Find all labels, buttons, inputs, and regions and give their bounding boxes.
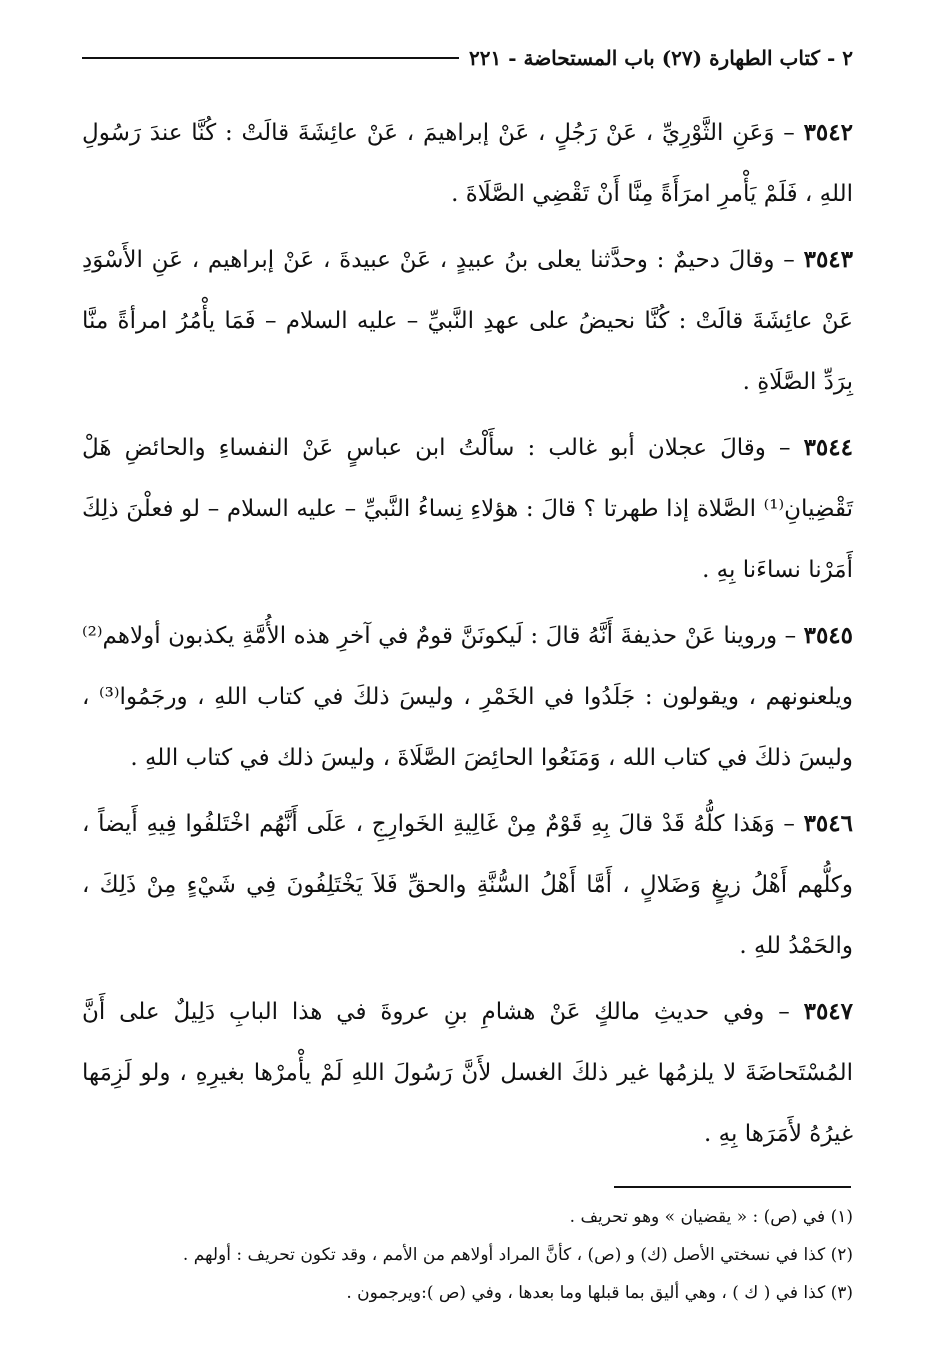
paragraph-number: ٣٥٤٢ — [803, 119, 853, 146]
paragraph-number: ٣٥٤٥ — [803, 622, 854, 649]
paragraph-number: ٣٥٤٦ — [803, 810, 853, 837]
paragraph-number: ٣٥٤٣ — [803, 246, 854, 273]
paragraph-text: – وقالَ دحيمٌ : وحدَّثنا يعلى بنُ عبيدٍ ، عَنْ عبيدةَ ، عَنْ إبراهيم ، عَنِ الأَسْوَدِ عَنْ عائِشَةَ قالَتْ : كُنَّا نحيضُ على عهدِ النَّبيِّ – عليه السلام – فَمَا يأْمُرُ امرأةً منَّا بِرَدِّ الصَّلَاةِ . — [82, 247, 853, 395]
page-header — [82, 46, 853, 70]
footnotes — [82, 1198, 853, 1312]
header-rule — [82, 57, 459, 59]
paragraph — [82, 417, 853, 601]
paragraph-text: – وقالَ عجلان أبو غالب : سأَلْتُ ابن عباسٍ عَنْ النفساءِ والحائضِ هَلْ تَقْضِيانِ⁽¹⁾ الصَّلاة إذا طهرتا ؟ قالَ : هؤلاءِ نِساءُ النَّبيِّ – عليه السلام – لو فعلْنَ ذلِكَ أَمَرْنا نساءَنا بِهِ . — [82, 435, 853, 583]
paragraph-number: ٣٥٤٤ — [803, 434, 853, 461]
footnote: (٢) كذا في نسختي الأصل (ك) و (ص) ، كأنَّ المراد أولاهم من الأمم ، وقد تكون تحريف : أولهم . — [182, 1245, 853, 1265]
paragraph-text: – وَهَذا كلُّهُ قَدْ قالَ بِهِ قَوْمٌ مِنْ غَالِيةِ الخَوارِجِ ، عَلَى أَنَّهُم اخْتَلفُوا فِيهِ أَيضاً ، وكلُّهم أَهْلُ زيغٍ وَضَلالٍ ، أَمَّا أَهْلُ السُّنَّةِ والحقِّ فَلاَ يَخْتَلِفُونَ فِي شَيْءٍ مِنْ ذَلِكَ ، والحَمْدُ للهِ . — [82, 811, 853, 959]
paragraph — [82, 229, 853, 413]
paragraph-number: ٣٥٤٧ — [803, 998, 854, 1025]
footnote-separator — [614, 1186, 851, 1188]
paragraph — [82, 102, 853, 225]
paragraph-text: – وروينا عَنْ حذيفةَ أَنَّهُ قالَ : لَيكونَنَّ قومٌ في آخرِ هذه الأُمَّةِ يكذبون أولاهم⁽²⁾ ويلعنونهم ، ويقولون : جَلَدُوا في الخَمْرِ ، وليسَ ذلكَ في كتاب اللهِ ، ورجَمُوا⁽³⁾ ، وليسَ ذلكَ في كتاب الله ، وَمَنَعُوا الحائِضَ الصَّلَاةَ ، وليسَ ذلك في كتاب اللهِ . — [82, 623, 853, 771]
footnote: (١) في (ص) : « يقضيان » وهو تحريف . — [569, 1207, 853, 1227]
paragraph — [82, 605, 853, 789]
footnote: (٣) كذا في ( ك ) ، وهي أليق بما قبلها وما بعدها ، وفي (ص ):ويرجمون . — [346, 1283, 853, 1303]
paragraph-text: – وفي حديثِ مالكٍ عَنْ هشامِ بنِ عروةَ في هذا البابِ دَلِيلٌ على أَنَّ المُسْتَحاضَةَ لا يلزمُها غير ذلكَ الغسل لأَنَّ رَسُولَ اللهِ لَمْ يأْمرْها بغيرِهِ ، ولو لَزِمَها غيرُهُ لأَمَرَها بِهِ . — [82, 999, 853, 1147]
running-title: ٢ - كتاب الطهارة (٢٧) باب المستحاضة - ٢٢١ — [469, 46, 853, 70]
paragraph-text: – وَعَنِ الثَّوْرِيِّ ، عَنْ رَجُلٍ ، عَنْ إبراهيمَ ، عَنْ عائِشَةَ قالَتْ : كُنَّا عندَ رَسُولِ اللهِ ، فَلَمْ يَأْمرِ امرَأَةً مِنَّا أَنْ تَقْضِي الصَّلَاةَ . — [82, 120, 853, 207]
page-body — [82, 102, 853, 1169]
paragraph — [82, 981, 853, 1165]
paragraph — [82, 793, 853, 977]
